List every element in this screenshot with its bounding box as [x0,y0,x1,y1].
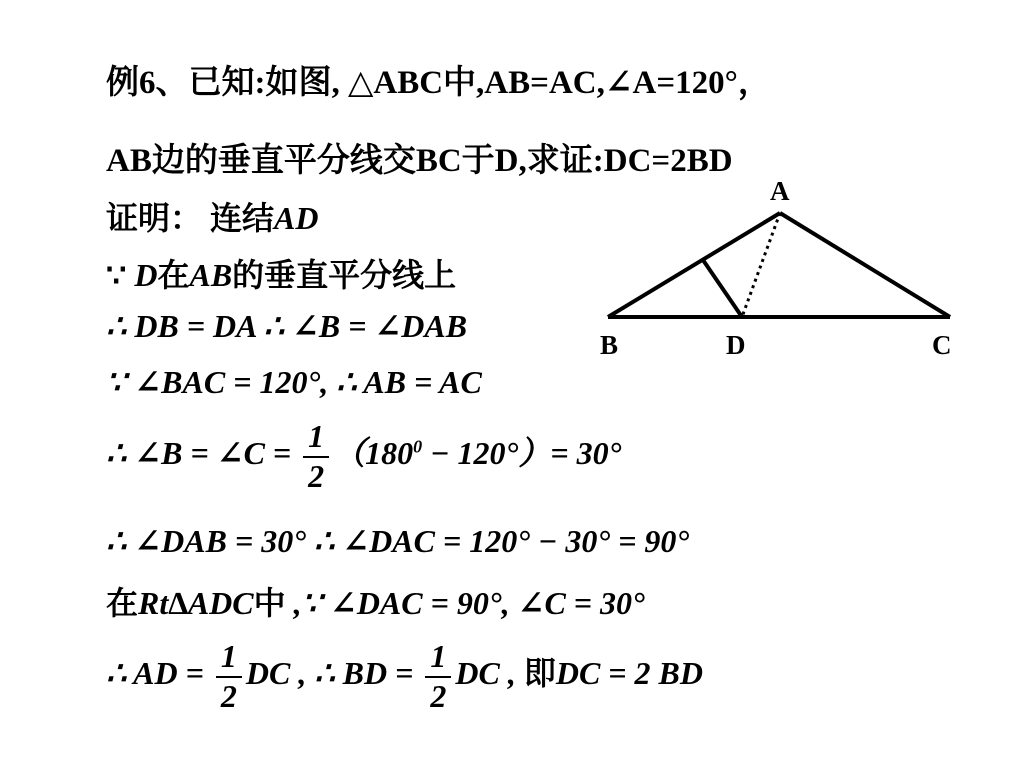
segment-ab: AB [189,257,233,293]
fraction-denominator-2: 2 [430,677,447,714]
fraction-half-1 [216,640,242,713]
word-zai: 在 [157,257,190,293]
problem-statement-line-1: 例6、已知:如图, △ABC中,AB=AC,∠A=120°， [106,65,771,101]
proof-step-4 [106,420,621,493]
step-4-prefix: ∴ ∠B = ∠C = [106,434,300,471]
point-d: D [134,257,158,293]
label-d: D [726,330,746,360]
proof-step-6 [106,578,645,624]
problem-statement-line-2: AB边的垂直平分线交BC于D,求证:DC=2BD [106,143,733,179]
right-triangle-adc: Rt∆ADC [138,585,254,621]
label-a: A [770,176,790,206]
proof-step-2: ∴ DB = DA ∴ ∠B = ∠DAB [106,308,468,344]
segment-ad: AD [274,200,319,236]
side-ab [608,213,780,317]
proof-step-1 [106,250,456,296]
because-symbol: ∵ [106,257,135,293]
label-c: C [932,330,952,360]
step-7-part-a: ∴ AD = [106,654,212,691]
word-zhong: 中 [253,585,286,621]
step-7-part-c: DC , [455,654,524,691]
step-7-conclusion: DC = 2 BD [555,654,703,691]
step-7-part-b: DC , ∴ BD = [245,654,422,691]
dotted-segment-ad [742,213,780,317]
word-ji: 即 [523,654,556,691]
word-zai-2: 在 [106,585,139,621]
degree-superscript: 0 [413,436,423,457]
perpendicular-bisector-text: 的垂直平分线上 [232,257,457,293]
proof-heading-text: 证明： 连结 [106,200,275,236]
fraction-numerator-2: 1 [430,638,447,674]
fraction-numerator: 1 [308,418,325,454]
fraction-half [303,420,329,493]
proof-step-5: ∴ ∠DAB = 30° ∴ ∠DAC = 120° − 30° = 90° [106,523,690,559]
proof-heading [106,193,318,239]
triangle-diagram [590,172,970,372]
proof-step-7 [106,640,703,713]
label-b: B [600,330,619,360]
step-4-rest: − 120°）= 30° [422,434,622,471]
step-4-open: （180 [333,434,414,471]
fraction-denominator: 2 [308,457,325,494]
fraction-numerator-1: 1 [220,638,237,674]
proof-step-3: ∵ ∠BAC = 120°, ∴ AB = AC [106,364,482,400]
perpendicular-bisector [703,260,742,317]
side-ac [780,213,950,317]
step-6-rest: ,∵ ∠DAC = 90°, ∠C = 30° [285,585,645,621]
fraction-half-2 [425,640,451,713]
fraction-denominator-1: 2 [220,677,237,714]
